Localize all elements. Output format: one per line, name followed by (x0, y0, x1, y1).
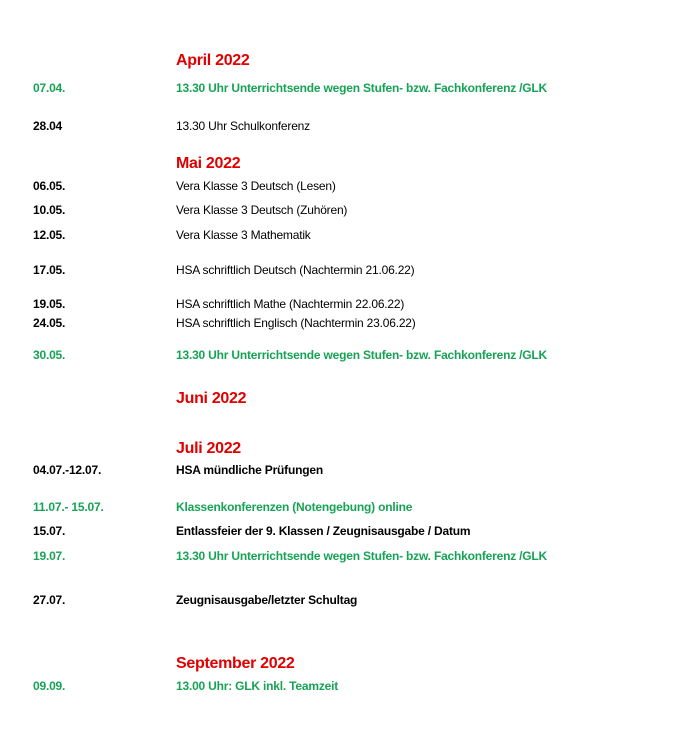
entry-date: 12.05. (33, 228, 66, 242)
entry-text: Vera Klasse 3 Mathematik (176, 228, 311, 242)
entry-text: 13.30 Uhr Unterrichtsende wegen Stufen- bzw. Fachkonferenz /GLK (176, 549, 548, 563)
entry-date: 04.07.-12.07. (33, 463, 102, 477)
entry-date: 17.05. (33, 263, 66, 277)
entry-text: HSA schriftlich Englisch (Nachtermin 23.06.22) (176, 316, 416, 330)
calendar-entry (0, 593, 683, 609)
entry-date: 30.05. (33, 348, 66, 362)
entry-text: HSA mündliche Prüfungen (176, 463, 323, 477)
calendar-entry (0, 524, 683, 540)
entry-text: HSA schriftlich Deutsch (Nachtermin 21.06.22) (176, 263, 415, 277)
entry-date: 09.09. (33, 679, 66, 693)
entry-date: 19.07. (33, 549, 66, 563)
calendar-entry (0, 463, 683, 479)
calendar-entry (0, 228, 683, 244)
entry-date: 15.07. (33, 524, 66, 538)
entry-date: 11.07.- 15.07. (33, 500, 104, 514)
entry-text: Zeugnisausgabe/letzter Schultag (176, 593, 358, 607)
calendar-entry (0, 316, 683, 332)
entry-date: 24.05. (33, 316, 66, 330)
entry-text: HSA schriftlich Mathe (Nachtermin 22.06.22) (176, 297, 405, 311)
entry-text: 13.30 Uhr Schulkonferenz (176, 119, 310, 133)
entry-date: 07.04. (33, 81, 66, 95)
calendar-entry (0, 203, 683, 219)
entry-text: 13.30 Uhr Unterrichtsende wegen Stufen- bzw. Fachkonferenz /GLK (176, 348, 548, 362)
month-heading-juni: Juni 2022 (176, 390, 247, 407)
entry-date: 10.05. (33, 203, 66, 217)
calendar-entry (0, 81, 683, 97)
calendar-entry (0, 348, 683, 364)
calendar-entry (0, 119, 683, 135)
month-heading-mai: Mai 2022 (176, 155, 241, 172)
entry-text: Vera Klasse 3 Deutsch (Lesen) (176, 179, 336, 193)
calendar-entry (0, 297, 683, 313)
calendar-entry (0, 179, 683, 195)
entry-date: 19.05. (33, 297, 66, 311)
entry-text: Entlassfeier der 9. Klassen / Zeugnisausgabe / Datum (176, 524, 471, 538)
month-heading-september: September 2022 (176, 655, 295, 672)
calendar-entry (0, 549, 683, 565)
entry-text: Klassenkonferenzen (Notengebung) online (176, 500, 413, 514)
entry-text: 13.30 Uhr Unterrichtsende wegen Stufen- bzw. Fachkonferenz /GLK (176, 81, 548, 95)
entry-date: 27.07. (33, 593, 66, 607)
calendar-entry (0, 679, 683, 695)
calendar-entry (0, 500, 683, 516)
entry-text: Vera Klasse 3 Deutsch (Zuhören) (176, 203, 348, 217)
entry-text: 13.00 Uhr: GLK inkl. Teamzeit (176, 679, 339, 693)
entry-date: 28.04 (33, 119, 63, 133)
entry-date: 06.05. (33, 179, 66, 193)
month-heading-april: April 2022 (176, 52, 250, 69)
month-heading-juli: Juli 2022 (176, 440, 241, 457)
calendar-entry (0, 263, 683, 279)
